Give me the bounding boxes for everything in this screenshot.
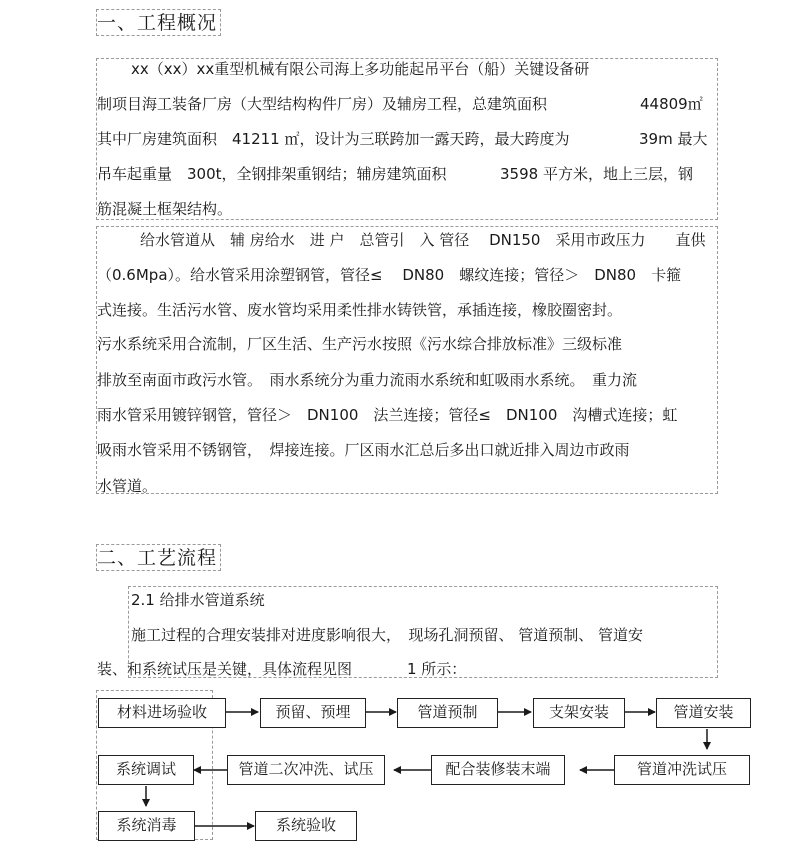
section-heading-overview: 一、工程概况 xyxy=(97,12,218,34)
process-figure-ref: 1 所示： xyxy=(407,660,467,678)
overview-line-5: 筋混凝土框架结构。 xyxy=(97,200,233,218)
flow-step-system-debug: 系统调试 xyxy=(98,755,194,785)
plumbing-line-2: （0.6Mpa）。给水管采用涂塑钢管，管径≤ DN80 螺纹连接；管径＞ DN80 卡箍 xyxy=(97,266,682,284)
overview-line-3: 其中厂房建筑面积 41211 ㎡，设计为三联跨加一露天跨，最大跨度为 xyxy=(97,130,570,148)
flow-step-system-disinfect: 系统消毒 xyxy=(98,811,195,841)
flow-step-bracket-install: 支架安装 xyxy=(533,698,625,728)
plumbing-line-8: 水管道。 xyxy=(97,477,158,495)
flow-step-material-inspection: 材料进场验收 xyxy=(98,698,226,728)
plumbing-line-7: 吸雨水管采用不锈钢管， 焊接连接。厂区雨水汇总后多出口就近排入周边市政雨 xyxy=(97,441,630,459)
plumbing-line-3: 式连接。生活污水管、废水管均采用柔性排水铸铁管，承插连接，橡胶圈密封。 xyxy=(97,301,623,319)
flow-step-pipe-install: 管道安装 xyxy=(656,698,751,728)
overview-line-4: 吊车起重量 300t，全钢排架重钢结；辅房建筑面积 xyxy=(97,165,447,183)
plumbing-line-1: 给水管道从 辅 房给水 进 户 总管引 入 管径 DN150 采用市政压力 直供 xyxy=(140,231,706,249)
section-heading-process: 二、工艺流程 xyxy=(97,547,218,569)
plumbing-line-4: 污水系统采用合流制，厂区生活、生产污水按照《污水综合排放标准》三级标准 xyxy=(97,335,623,353)
flow-step-fitout-terminals: 配合装修装末端 xyxy=(431,755,565,785)
process-line-2: 装、和系统试压是关键，具体流程见图 xyxy=(97,660,353,678)
flow-step-system-acceptance: 系统验收 xyxy=(255,811,357,841)
overview-aux-area: 3598 平方米，地上三层，钢 xyxy=(500,165,693,183)
process-line-1: 施工过程的合理安装排对进度影响很大， 现场孔洞预留、 管道预制、 管道安 xyxy=(131,626,644,644)
plumbing-line-6: 雨水管采用镀锌钢管，管径＞ DN100 法兰连接；管径≤ DN100 沟槽式连接；虹 xyxy=(97,406,678,424)
flow-step-pipe-prefab: 管道预制 xyxy=(397,698,498,728)
plumbing-line-5: 排放至南面市政污水管。 雨水系统分为重力流雨水系统和虹吸雨水系统。 重力流 xyxy=(97,371,638,389)
overview-total-area: 44809㎡ xyxy=(640,95,703,113)
flow-step-second-flush-test: 管道二次冲洗、试压 xyxy=(227,755,385,785)
overview-line-2: 制项目海工装备厂房（大型结构构件厂房）及辅房工程，总建筑面积 xyxy=(97,95,548,113)
overview-max-span: 39m 最大 xyxy=(639,130,708,148)
flow-step-flush-pressure-test: 管道冲洗试压 xyxy=(614,755,750,785)
flow-step-reserve-embed: 预留、预埋 xyxy=(260,698,366,728)
subsection-title: 2.1 给排水管道系统 xyxy=(131,591,265,609)
overview-line-1: xx（xx）xx重型机械有限公司海上多功能起吊平台（船）关键设备研 xyxy=(131,60,590,78)
